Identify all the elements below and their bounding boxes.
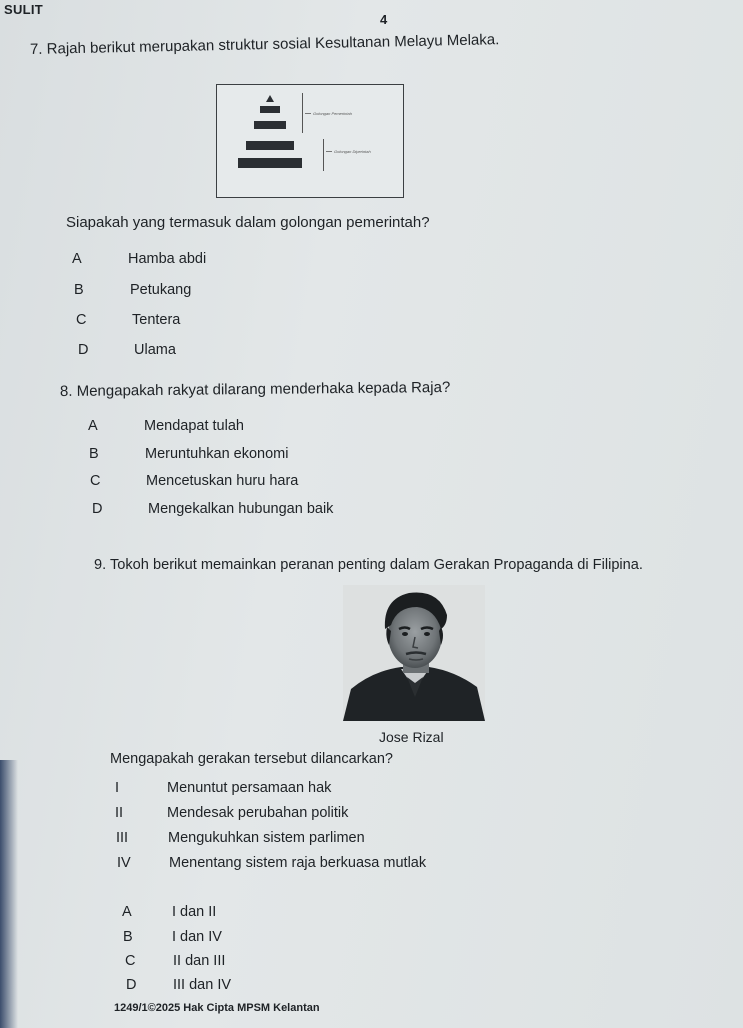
sulit-label: SULIT [4, 2, 44, 17]
statement-numeral: I [115, 780, 120, 796]
option-letter: A [122, 904, 132, 920]
q9-statement-i [115, 780, 331, 796]
statement-text: Mengukuhkan sistem parlimen [168, 830, 365, 846]
statement-text: Menuntut persamaan hak [167, 780, 332, 796]
figure-label-pemerintah: Golongan Pemerintah [313, 111, 352, 116]
option-letter: A [88, 418, 98, 434]
q8-option-c[interactable] [90, 473, 298, 489]
q9-statement-iii [116, 830, 365, 846]
question-9-prompt: Mengapakah gerakan tersebut dilancarkan? [110, 751, 393, 767]
q8-option-d[interactable] [92, 501, 333, 517]
q7-option-b[interactable] [74, 282, 191, 298]
option-text: I dan II [172, 904, 217, 920]
option-letter: D [92, 501, 103, 517]
statement-numeral: IV [117, 855, 131, 871]
q9-option-a[interactable] [122, 904, 216, 920]
option-text: I dan IV [172, 929, 222, 945]
option-text: Hamba abdi [128, 251, 207, 267]
figure-label-diperintah: Golongan Diperintah [334, 149, 371, 154]
q7-option-a[interactable] [72, 251, 206, 267]
q9-option-b[interactable] [123, 929, 222, 945]
option-text: Mendapat tulah [144, 418, 244, 434]
option-text: Mencetuskan huru hara [146, 473, 299, 489]
option-letter: B [123, 929, 133, 945]
option-letter: D [126, 977, 137, 993]
option-text: Ulama [134, 342, 176, 358]
option-text: Mengekalkan hubungan baik [148, 501, 334, 517]
option-text: Petukang [130, 282, 192, 298]
option-letter: B [74, 282, 84, 298]
statement-numeral: III [116, 830, 129, 846]
option-text: III dan IV [173, 977, 232, 993]
q9-option-d[interactable] [126, 977, 231, 993]
option-letter: A [72, 251, 82, 267]
edge-shadow [0, 760, 18, 1028]
statement-text: Menentang sistem raja berkuasa mutlak [169, 855, 427, 871]
q9-statement-ii [115, 805, 348, 821]
option-letter: B [89, 446, 99, 462]
statement-text: Mendesak perubahan politik [167, 805, 349, 821]
question-7-prompt: Siapakah yang termasuk dalam golongan pemerintah? [66, 214, 430, 231]
question-9-text: 9. Tokoh berikut memainkan peranan penting dalam Gerakan Propaganda di Filipina. [94, 557, 643, 573]
q8-option-a[interactable] [88, 418, 244, 434]
option-letter: C [125, 953, 136, 969]
option-letter: D [78, 342, 89, 358]
q8-option-b[interactable] [89, 446, 288, 462]
jose-rizal-portrait [343, 585, 485, 721]
copyright-footer: 1249/1©2025 Hak Cipta MPSM Kelantan [114, 1002, 320, 1014]
option-letter: C [90, 473, 101, 489]
option-letter: C [76, 312, 87, 328]
q9-statement-iv [117, 855, 426, 871]
question-7-text: 7. Rajah berikut merupakan struktur sosial Kesultanan Melayu Melaka. [29, 31, 500, 58]
question-8-text: 8. Mengapakah rakyat dilarang menderhaka kepada Raja? [59, 378, 451, 400]
q7-option-d[interactable] [78, 342, 176, 358]
portrait-caption: Jose Rizal [379, 729, 444, 745]
option-text: Meruntuhkan ekonomi [145, 446, 289, 462]
option-text: II dan III [173, 953, 226, 969]
page-number: 4 [380, 12, 388, 27]
q7-option-c[interactable] [76, 312, 180, 328]
social-structure-figure [216, 84, 404, 198]
option-text: Tentera [132, 312, 181, 328]
q9-option-c[interactable] [125, 953, 225, 969]
portrait-image [343, 585, 485, 721]
statement-numeral: II [115, 805, 124, 821]
